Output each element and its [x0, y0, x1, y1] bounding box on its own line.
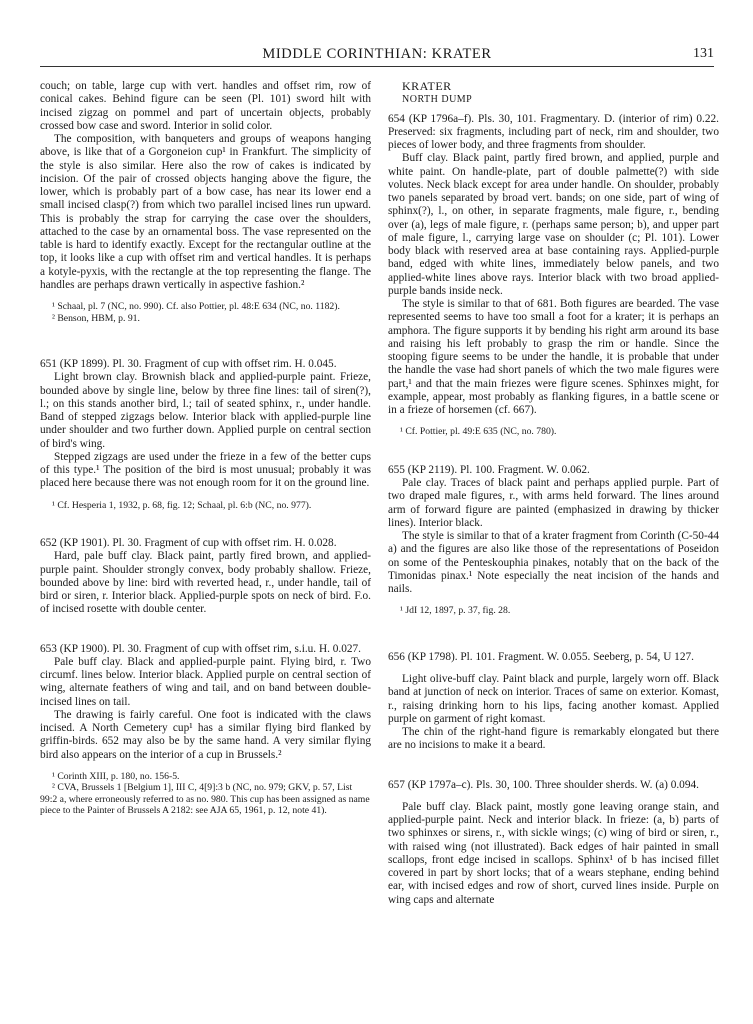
catalog-entry-651-description: Light brown clay. Brownish black and applied-purple paint. Frieze, bounded above by single line, below by three fine lines: tail of siren(?), l.; on this stands another bird, l.; tail of seated sphinx, r., under handle. Band of stepped zigzags below. Interior black with applied-purple line under shoulder and two further down. Applied purple on central section of bird's wing.: [40, 371, 371, 450]
footnote: ¹ Cf. Pottier, pl. 49:E 635 (NC, no. 780).: [400, 426, 557, 438]
catalog-entry-656-heading: 656 (KP 1798). Pl. 101. Fragment. W. 0.055. Seeberg, p. 54, U 127.: [388, 650, 694, 663]
catalog-entry-655-commentary: The style is similar to that of a krater fragment from Corinth (C-50-44 a) and the figures are also like those of the representations of Poseidon on some of the Penteskouphia pinakes, notably that on the back of the Timonidas pinax.¹ Note especially the neat incision of the hands and nails.: [388, 530, 719, 595]
catalog-entry-651-commentary: Stepped zigzags are used under the frieze in a few of the better cups of this type.¹ The position of the bird is most unusual; probably it was placed here because there was not enough room for it on the ground line.: [40, 450, 371, 490]
page-number: 131: [693, 46, 714, 61]
left-column: [40, 80, 371, 817]
catalog-entry-653-description: Pale buff clay. Black and applied-purple paint. Flying bird, r. Two circumf. lines below. Interior black. Applied purple on central section of wing, alternate feathers of wing and tail, and on band between double-incised lines on tail.: [40, 655, 371, 708]
running-header: [40, 44, 714, 67]
footnote: ¹ Schaal, pl. 7 (NC, no. 990). Cf. also Pottier, pl. 48:E 634 (NC, no. 1182).: [52, 301, 340, 312]
footnote: ² CVA, Brussels 1 [Belgium 1], III C, 4[9]:3 b (NC, no. 979; GKV, p. 57, List 99:2 a, where erroneously referred to as no. 980. This cup has been assigned as name piece to the Painter of Brussels A 2182: see AJA 65, 1961, p. 12, note 41).: [40, 782, 370, 817]
catalog-entry-657-heading: 657 (KP 1797a–c). Pls. 30, 100. Three shoulder sherds. W. (a) 0.094.: [388, 778, 699, 791]
section-title: KRATER: [402, 79, 452, 93]
catalog-entry-654-heading: 654 (KP 1796a–f). Pls. 30, 101. Fragmentary. D. (interior of rim) 0.22. Preserved: six fragments, including part of neck, rim and shoulder, two pieces of lower body, and three fragments from shoulder.: [388, 112, 719, 151]
catalog-entry-652-heading: 652 (KP 1901). Pl. 30. Fragment of cup with offset rim. H. 0.028.: [40, 537, 337, 549]
catalog-entry-651-heading: 651 (KP 1899). Pl. 30. Fragment of cup with offset rim. H. 0.045.: [40, 358, 337, 370]
catalog-entry-653-commentary: The drawing is fairly careful. One foot is indicated with the claws incised. A North Cemetery cup¹ has a similar flying bird flanked by griffin-birds. 652 may also be by the same hand. A very similar flying bird also appears on the interior of a cup in Brussels.²: [40, 708, 371, 761]
footnote: ¹ Corinth XIII, p. 180, no. 156-5.: [52, 770, 180, 782]
catalog-entry-656-description: Light olive-buff clay. Paint black and purple, largely worn off. Black band at junction of neck on interior. Traces of same on exterior. Komast, r., raising drinking horn to his lips, facing another komast. Applied purple on garment of right komast.: [388, 673, 719, 725]
catalog-entry-654-description: Buff clay. Black paint, partly fired brown, and applied, purple and white paint. On handle-plate, part of double palmette(?) with side volutes. Neck black except for area under handle. On shoulder, probably two panels separated by broad vert. bands; on one side, part of wing of sphinx(?), l., on other, in separate fragments, male figure, r., bending over (a), legs of male figure, r. (perhaps same person; b), and upper part of male figure, l., carrying large vase on shoulder (c; Pl. 101). Lower body black with reserved area at base containing rays. Applied-purple band, edged with white lines, immediately below panels, and two applied-white lines above rays. Interior black with two broad applied-purple bands inside neck.: [388, 152, 719, 297]
catalog-entry-652-description: Hard, pale buff clay. Black paint, partly fired brown, and applied-purple paint. Shoulder strongly convex, body probably shallow. Frieze, bounded above by line: bird with reverted head, r., under handle, tail of bird or siren, r. Interior black. Applied-purple spots on neck of bird. F.o. of incised rosette with double center.: [40, 550, 371, 616]
footnote: ² Benson, HBM, p. 91.: [52, 312, 140, 324]
catalog-entry-657-description: Pale buff clay. Black paint, mostly gone leaving orange stain, and applied-purple paint. Neck and interior black. In frieze: (a, b) parts of two sphinxes or sirens, r., with sickle wings; (c) wing of bird or siren, r., with raised wing (not illustrated). Back edges of hair painted in small scallops, front edge incised in scallops. Sphinx¹ of b has incised fillet covered in part by short locks; that of a wears stephane, ending behind ear, with incised edges and row of short, curved lines inside. Purple on wing caps and alternate: [388, 800, 719, 906]
catalog-entry-656-commentary: The chin of the right-hand figure is remarkably elongated but there are no incisions to make it a beard.: [388, 726, 719, 752]
paragraph: The composition, with banqueters and groups of weapons hanging above, is like that of a Gorgoneion cup¹ in Frankfurt. The simplicity of the style is also similar. Here also the row of cakes is indicated by incision. Of the pair of crossed objects hanging above the figure, the lower, which is probably part of a bow case, has near its lower end a small incised clasp(?) from which two parallel incised lines run upward. This is probably the strap for carrying the case over the shoulders, attached to the case by an ornamental boss. The vase represented on the table is hard to identify exactly. Except for the rectangular outline at the top, it looks like a cup with offset rim and vertical handles. It is perhaps a kotyle-pyxis, with the rectangle at the top representing the flange. The handles are perhaps drawn vertically in aspective fashion.²: [40, 133, 371, 291]
catalog-entry-655-description: Pale clay. Traces of black paint and perhaps applied purple. Part of two draped male figures, r., with arms held forward. The lines around arm of forward figure are painted (emphasized in drawing by thicker lines). Interior black.: [388, 477, 719, 529]
catalog-entry-653-heading: 653 (KP 1900). Pl. 30. Fragment of cup with offset rim, s.i.u. H. 0.027.: [40, 642, 362, 655]
catalog-entry-654-commentary: The style is similar to that of 681. Both figures are bearded. The vase represented seems to have too small a foot for a krater; it is perhaps an amphora. The figure supports it by bending his right arm around its base and raising his left probably to grasp the rim or handle. Since the stooping figure seems to be under the handle, it is probable that under the handle the vase had short panels of which the two male figures were part,¹ and that the main friezes were figure scenes. Sphinxes might, for example, appear, most probably as flanking figures, in a battle scene or in a frieze of horsemen (cf. 667).: [388, 298, 719, 416]
paragraph: couch; on table, large cup with vert. handles and offset rim, row of conical cakes. Behind figure can be seen (Pl. 101) sword hilt with incised zigzag on pommel and part of uncertain objects, probably crossed bow case and sword. Interior in solid color.: [40, 80, 371, 132]
section-subtitle: NORTH DUMP: [402, 94, 473, 106]
header-title: MIDDLE CORINTHIAN: KRATER: [262, 46, 492, 62]
footnote: ¹ JdI 12, 1897, p. 37, fig. 28.: [400, 605, 511, 617]
right-column: [388, 80, 719, 907]
footnote: ¹ Cf. Hesperia 1, 1932, p. 68, fig. 12; Schaal, pl. 6:b (NC, no. 977).: [52, 499, 312, 511]
catalog-entry-655-heading: 655 (KP 2119). Pl. 100. Fragment. W. 0.062.: [388, 463, 590, 476]
